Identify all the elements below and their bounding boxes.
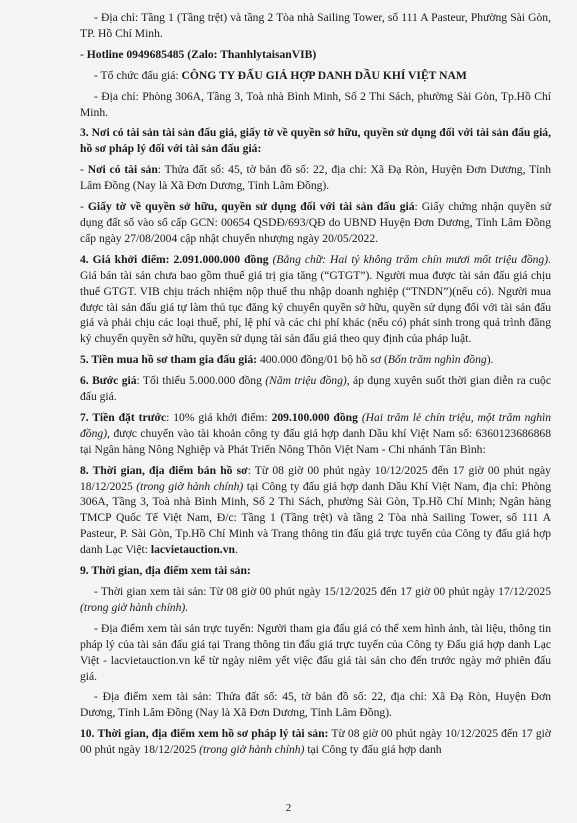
- bold-text: 4. Giá khởi điểm: 2.091.000.000 đồng: [80, 252, 269, 266]
- bold-text: 10. Thời gian, địa điểm xem hồ sơ pháp lý tài sản:: [80, 727, 329, 741]
- bold-text: 5. Tiền mua hồ sơ tham gia đấu giá:: [80, 353, 258, 367]
- paragraph: [80, 352, 551, 368]
- paragraph: [80, 10, 551, 42]
- text-run: - Thời gian xem tài sản: Từ 08 giờ 00 phút ngày 15/12/2025 đến 17 giờ 00 phút ngày 17/12/2025: [94, 585, 551, 598]
- paragraph: [80, 584, 551, 616]
- text-run: Từ 08 giờ 00 phút ngày 10/12/2025 đến 17 giờ 00 phút ngày 18/12/2025: [80, 727, 551, 757]
- paragraph: [80, 125, 551, 157]
- bold-text: lacvietauction.vn: [150, 543, 235, 557]
- text-run: - Địa điểm xem tài sản trực tuyến: Người tham gia đấu giá có thể xem hình ảnh, tài liệu, thông tin pháp lý của tài sản đấu giá tại Trang thông tin đấu giá trực tuyến của Công ty Đấu giá hợp danh Lạc Việt - lacvietauction.vn kể từ ngày niêm yết việc đấu giá tài sản cho đến trước ngày mở phiên đấu giá.: [80, 621, 551, 683]
- text-run: ).: [486, 353, 494, 367]
- text-run: - Địa điểm xem tài sản: Thửa đất số: 45, tờ bản đồ số: 22, địa chỉ: Xã Đạ Ròn, Huyện Đơn Dương, Tỉnh Lâm Đồng (Nay là Xã Đơn Dương, Tỉnh Lâm Đồng).: [80, 690, 551, 720]
- document-body: [80, 10, 551, 758]
- paragraph: [80, 89, 551, 121]
- paragraph: [80, 621, 551, 685]
- bold-text: 6. Bước giá: [80, 374, 137, 388]
- text-run: -: [80, 47, 87, 61]
- text-run: 400.000 đồng/01 bộ hồ sơ (: [257, 353, 388, 367]
- italic-text: (trong giờ hành chính).: [80, 600, 189, 614]
- paragraph: [80, 199, 551, 247]
- bold-text: 9. Thời gian, địa điểm xem tài sản:: [80, 564, 251, 578]
- text-run: : Tối thiểu 5.000.000 đồng: [136, 374, 266, 388]
- paragraph: [80, 68, 551, 84]
- bold-text: Hotline 0949685485 (Zalo: ThanhlytaisanVIB): [86, 47, 317, 61]
- text-run: được chuyển vào tài khoản công ty đấu giá hợp danh Dầu khí Việt Nam số: 6360123686868 tại Ngân hàng Nông Nghiệp và Phát Triển Nông Thôn Việt Nam - Chi nhánh Tân Bình:: [80, 426, 551, 456]
- italic-text: (Hai trăm lẻ chín triệu, một trăm nghìn đồng),: [80, 410, 552, 440]
- bold-text: 7. Tiền đặt trước: [80, 410, 167, 424]
- paragraph: [80, 463, 551, 558]
- text-run: : Giấy chứng nhận quyền sử dụng đất số vào sổ cấp GCN: 00654 QSDĐ/693/QĐ do UBND Huyện Đơn Dương, Tỉnh Lâm Đồng cấp ngày 27/08/2004 cập nhật chuyển nhượng ngày 20/05/2022.: [80, 200, 551, 245]
- italic-text: (trong giờ hành chính): [199, 743, 305, 757]
- text-run: -: [80, 163, 88, 177]
- paragraph: [80, 373, 551, 405]
- paragraph: [80, 47, 551, 63]
- bold-text: Nơi có tài sản: [87, 163, 158, 177]
- paragraph: [80, 162, 551, 194]
- bold-text: 209.100.000 đồng: [271, 410, 358, 424]
- text-run: : 10% giá khởi điểm:: [166, 410, 272, 424]
- paragraph: [80, 726, 551, 758]
- paragraph: [80, 410, 551, 458]
- text-run: -: [80, 200, 88, 214]
- page-number: 2: [285, 802, 292, 815]
- paragraph: [80, 563, 551, 579]
- bold-text: CÔNG TY ĐẤU GIÁ HỢP DANH DẦU KHÍ VIỆT NAM: [181, 68, 467, 82]
- text-run: - Địa chỉ: Tầng 1 (Tầng trệt) và tầng 2 Tòa nhà Sailing Tower, số 111 A Pasteur, Phường Sài Gòn, TP. Hồ Chí Minh.: [80, 11, 551, 40]
- text-run: áp dụng xuyên suốt thời gian diễn ra cuộc đấu giá.: [80, 374, 551, 404]
- italic-text: (Năm triệu đồng),: [265, 374, 350, 388]
- text-run: - Địa chỉ: Phòng 306A, Tầng 3, Toà nhà Bình Minh, Số 2 Thi Sách, phường Sài Gòn, Tp.Hồ Chí Minh.: [80, 89, 551, 119]
- text-run: tại Công ty đấu giá hợp danh: [304, 743, 442, 757]
- text-run: : Thửa đất số: 45, tờ bản đồ số: 22, địa chỉ: Xã Đạ Ròn, Huyện Đơn Dương, Tỉnh Lâm Đồng (Nay là Xã Đơn Dương, Tỉnh Lâm Đồng).: [80, 163, 551, 193]
- text-run: Giá bán tài sản chưa bao gồm thuế giá trị gia tăng (“GTGT”). Người mua được tài sản đấu giá chịu thuế GTGT. VIB chịu trách nhiệm nộp thuế thu nhập doanh nghiệp (“TNDN”)(nếu có). Người mua được tài sản đấu giá tự làm thủ tục đăng ký chuyển quyền sở hữu, quyền sử dụng đối với tài sản đấu giá và phải chịu các loại thuế, phí, lệ phí và các chi phí khác (nếu có) phát sinh trong quá trình đăng ký chuyển quyền sở hữu, quyền sử dụng tài sản đấu giá theo quy định của pháp luật.: [80, 268, 551, 346]
- text-run: tại Công ty đấu giá hợp danh Dầu Khí Việt Nam, địa chỉ: Phòng 306A, Tầng 3, Toà nhà Bình Minh, Số 2 Thi Sách, phường Sài Gòn, Tp.Hồ Chí Minh; Ngân hàng TMCP Quốc Tế Việt Nam, Đ/c: Tầng 1 (Tầng trệt) và tầng 2 Tòa nhà Sailing Tower, số 111 A Pasteur, P. Sài Gòn, Tp.Hồ Chí Minh và Trang thông tin đấu giá trực tuyến của Công ty đấu giá hợp danh Lạc Việt:: [80, 479, 552, 557]
- bold-text: 3. Nơi có tài sản tài sản đấu giá, giấy tờ về quyền sở hữu, quyền sử dụng đối với tài sản đấu giá, hồ sơ pháp lý đối với tài sản đấu giá:: [80, 126, 551, 156]
- bold-text: Giấy tờ về quyền sở hữu, quyền sử dụng đối với tài sản đấu giá: [87, 200, 415, 214]
- italic-text: (Bằng chữ: Hai tỷ không trăm chín mươi mốt triệu đồng).: [272, 252, 551, 266]
- paragraph: [80, 689, 551, 721]
- text-run: .: [234, 543, 238, 557]
- italic-text: (trong giờ hành chính): [136, 479, 244, 493]
- text-run: : Từ 08 giờ 00 phút ngày 10/12/2025 đến 17 giờ 00 phút ngày 18/12/2025: [80, 463, 551, 493]
- paragraph: [80, 252, 551, 347]
- bold-text: 8. Thời gian, địa điểm bán hồ sơ: [80, 463, 248, 477]
- text-run: - Tổ chức đấu giá:: [94, 68, 182, 82]
- italic-text: Bốn trăm nghìn đồng: [387, 353, 487, 367]
